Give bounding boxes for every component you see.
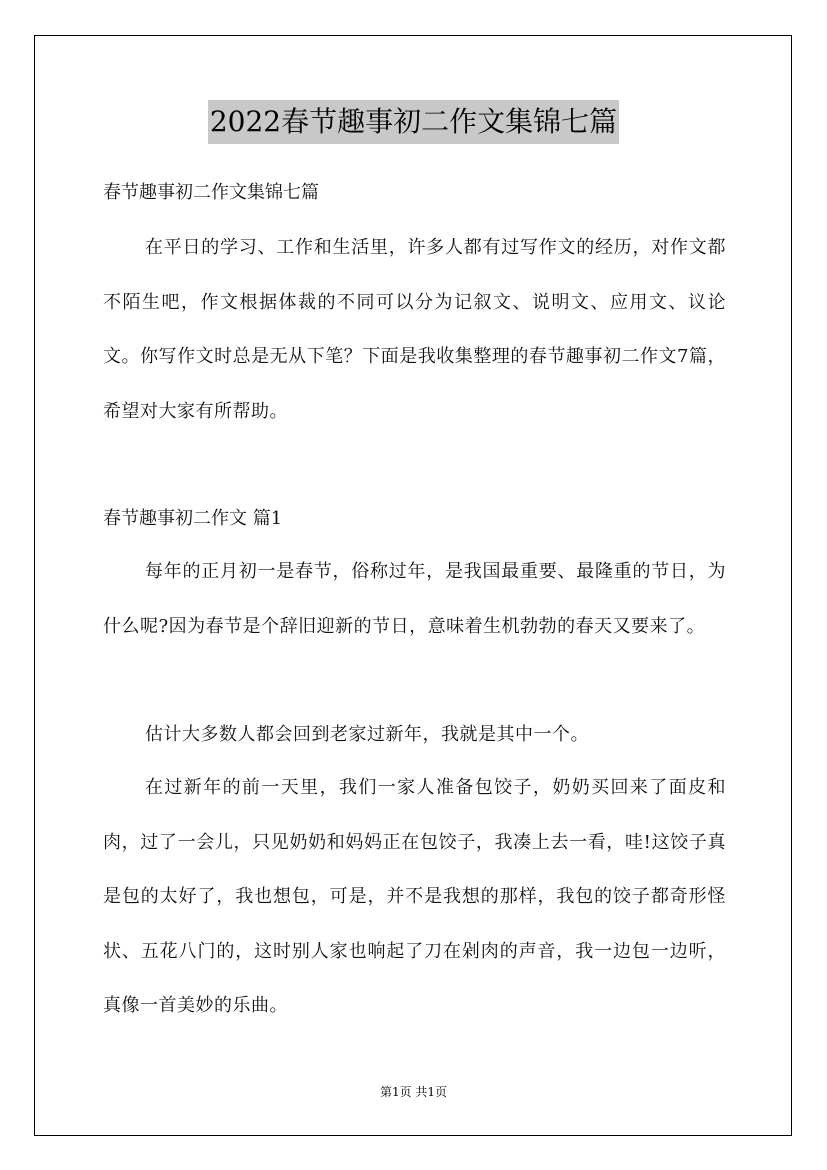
- section-heading: 春节趣事初二作文 篇1: [103, 508, 283, 529]
- document-title: 2022春节趣事初二作文集锦七篇: [208, 100, 619, 144]
- intro-paragraph: 在平日的学习、工作和生活里，许多人都有过写作文的经历，对作文都不陌生吧，作文根据体裁的不同可以分为记叙文、说明文、应用文、议论文。你写作文时总是无从下笔？下面是我收集整理的春节趣事初二作文7篇，希望对大家有所帮助。: [103, 237, 726, 422]
- document-subtitle: 春节趣事初二作文集锦七篇: [103, 182, 319, 203]
- page-footer: 第1页 共1页: [379, 1085, 448, 1099]
- body-paragraph-1: 每年的正月初一是春节，俗称过年，是我国最重要、最隆重的节日，为什么呢?因为春节是个辞旧迎新的节日，意味着生机勃勃的春天又要来了。: [103, 561, 726, 637]
- title-container: [0, 100, 827, 144]
- body-paragraph-3: 在过新年的前一天里，我们一家人准备包饺子，奶奶买回来了面皮和肉，过了一会儿，只见奶奶和妈妈正在包饺子，我凑上去一看，哇!这饺子真是包的太好了，我也想包，可是，并不是我想的那样，我包的饺子都奇形怪状、五花八门的，这时别人家也响起了刀在剁肉的声音，我一边包一边听，真像一首美妙的乐曲。: [103, 777, 726, 1016]
- body-paragraph-2: 估计大多数人都会回到老家过新年，我就是其中一个。: [145, 724, 589, 745]
